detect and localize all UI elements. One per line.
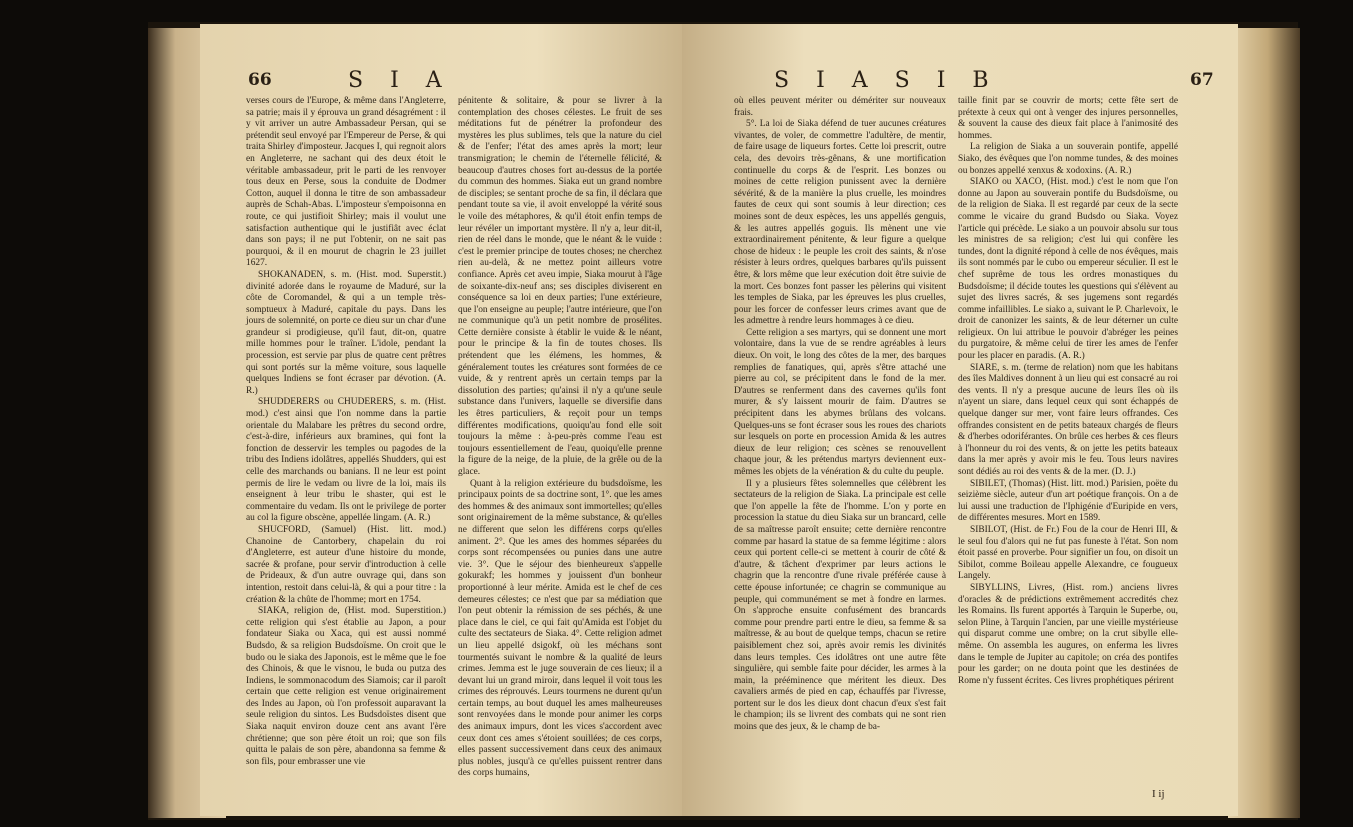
paragraph: SIAKO ou XACO, (Hist. mod.) c'est le nom que l'on donne au Japon au souverain pontife du Budsdoïsme, ou de la religion de Siaka. Il est regardé par ceux de la secte comme le vicaire du grand Budsdo ou Siaka. Voyez l'article qui précède. Le siako a un pouvoir absolu sur tous les ministres de sa religion; c'est lui qui confère les tundes, dont la dignité répond à celle de nos évêques, mais ils sont nommés par le cubo ou empereur séculier. Il est le chef suprême de tous les ordres monastiques du Budsdoïsme; il décide toutes les questions qui s'élèvent au sujet des livres sacrés, & ses jugemens sont regardés comme infaillibles. Le siako a, suivant le P. Charlevoix, le droit de canonizer les saints, & de leur déterner un culte religieux. On lui attribue le pouvoir d'abréger les peines du purgatoire, & même celui de tirer les ames de l'enfer pour les placer en paradis. (A. R.) bbox=[958, 177, 1178, 362]
left-page bbox=[200, 24, 682, 816]
paragraph: SIBYLLINS, Livres, (Hist. rom.) anciens livres d'oracles & de prédictions extrêmement accredités chez les Romains. Ils furent apportés à Tarquin le Superbe, ou, selon Pline, à Tarquin l'ancien, par une vieille mystérieuse qui disparut comme une ombre; on la crut sibylle elle-même. On assembla les augures, on enferma les livres dans le temple de Jupiter au capitole; on créa des pontifes pour les garder; on ne douta point que les destinées de Rome n'y fussent écrites. Ces livres prophétiques périrent bbox=[958, 582, 1178, 686]
right-column-1 bbox=[734, 96, 946, 734]
paragraph: Quant à la religion extérieure du budsdoïsme, les principaux points de sa doctrine sont, 1°. que les ames des hommes & des animaux sont immortelles; qu'elles sont originairement de la même substance, & qu'elles ne different que selon les différens corps qu'elles animent. 2°. Que les ames des hommes séparées du corps sont récompensées ou punies dans une autre vie. 3°. Que le séjour des bienheureux s'appelle gokurakf; les hommes y jouissent d'un bonheur proportionné à leur mérite. Amida est le chef de ces demeures célestes; ce n'est que par sa médiation que l'on peut obtenir la rémission de ses péchés, & une place dans le ciel, ce qui fait qu'Amida est l'objet du culte des sectateurs de Siaka. 4°. Cette religion admet un lieu appellé dsigokf, où les méchans sont tourmentés suivant le nombre & la qualité de leurs crimes. Jemma est le juge souverain de ces lieux; il a devant lui un grand miroir, dans lequel il voit tous les crimes des réprouvés. Leurs tourmens ne durent qu'un certain temps, au bout duquel les ames malheureuses sont renvoyées dans le monde pour animer les corps des animaux impurs, dont les vices s'accordent avec ceux dont ces ames s'étoient souillées; de ces corps, elles passent successivement dans ceux des animaux plus nobles, jusqu'à ce qu'elles puissent rentrer dans des corps humains, bbox=[458, 478, 663, 779]
right-page bbox=[682, 24, 1238, 816]
left-header bbox=[200, 68, 682, 94]
right-page-edges bbox=[1228, 28, 1300, 818]
paragraph: verses cours de l'Europe, & même dans l'Angleterre, sa patrie; mais il y éprouva un grand désagrément : il y vit arriver un autre Ambassadeur Persan, qui se prétendit seul envoyé par l'Empereur de Perse, & qui traita Shirley d'imposteur. Jacques I, qui regnoit alors en Angleterre, ne sachant qui des deux étoit le véritable ambassadeur, prit le parti de les renvoyer tous deux en Perse, sous la conduite de Dodmer Cotton, auquel il donna le titre de son ambassadeur auprès de Schah-Abas. L'imposteur s'empoisonna en route, ce qui justifioit Shirley; mais il voulut une satisfaction authentique qui le justifiât avec éclat dans son pays; il ne put l'obtenir, on ne sait pas pourquoi, & il en mourut de chagrin le 23 juillet 1627. bbox=[246, 96, 446, 269]
paragraph: La religion de Siaka a un souverain pontife, appellé Siako, des évêques que l'on nomme tundes, & des moines ou bonzes appellé xenxus & xodoxins. (A. R.) bbox=[958, 142, 1178, 176]
paragraph: Il y a plusieurs fêtes solemnelles que célèbrent les sectateurs de la religion de Siaka. La principale est celle que l'on appelle la fête de l'homme. L'on y porte en procession la statue du dieu Siaka sur un brancard, celle de sa maîtresse paroît ensuite; cette dernière rencontre comme par hasard la statue de sa femme légitime : alors ceux qui portent celle-ci se mettent à courir de côté & d'autre, & tâchent d'exprimer par leurs actions le chagrin que la rencontre d'une rivale préférée cause à cette épouse infortunée; ce chagrin se communique au peuple, qui communément se met à fondre en larmes. On s'approche ensuite confusément des brancards comme pour prendre parti entre le dieu, sa femme & sa maîtresse, & au bout de quelque temps, chacun se retire paisiblement chez soi, après avoir remis les divinités dans leurs temples. Ces idolâtres ont une autre fête singulière, qui semble faite pour décider, les armes à la main, la prééminence que méritent les dieux. Des cavaliers armés de pied en cap, échauffés par l'ivresse, portent sur le dos les dieux dont chacun d'eux s'est fait le champion; ils se livrent des combats qui ne sont rien moins que des jeux, & le champ de ba- bbox=[734, 478, 946, 733]
paragraph: SIARE, s. m. (terme de relation) nom que les habitans des îles Maldives donnent à un lieu qui est consacré au roi des vents. Il n'y a presque aucune de leurs îles où ils n'ayent un siare, dans lequel ceux qui sont échappés de quelque danger sur mer, vont faire leurs offrandes. Ces offrandes consistent en de petits bateaux chargés de fleurs & d'herbes odoriférantes. On brûle ces herbes & ces fleurs à l'honneur du roi des vents, & on jette les petits bateaux dans la mer après y avoir mis le feu. Tous leurs navires sont dédiés au roi des vents & de la mer. (D. J.) bbox=[958, 362, 1178, 477]
paragraph: SIAKA, religion de, (Hist. mod. Superstition.) cette religion qui s'est établie au Japon, a pour fondateur Siaka ou Xaca, qui est aussi nommé Budsdo, & sa religion Budsdoïsme. On croit que le budo ou le siaka des Japonois, est le même que le foe des Chinois, & que le visnou, le buda ou putza des Indiens, le sommonacodum des Siamois; car il paroît certain que cette religion est venue originairement des Indes au Japon, où l'on professoit auparavant la seule religion du sintos. Les Budsdoïstes disent que Siaka naquit environ douze cent ans avant l'ère chrétienne; que son père étoit un roi; que son fils quitta le palais de son père, abandonna sa femme & son fils, pour embrasser une vie bbox=[246, 606, 446, 767]
paragraph: pénitente & solitaire, & pour se livrer à la contemplation des choses célestes. Le fruit de ses méditations fut de pénétrer la profondeur des mystères les plus sublimes, tels que la nature du ciel & de l'enfer; l'état des ames après la mort; leur transmigration; le chemin de l'éternelle félicité, & beaucoup d'autres choses fort au-dessus de la portée du commun des hommes. Siaka eut un grand nombre de disciples; se sentant proche de sa fin, il déclara que pendant toute sa vie, il avoit enveloppé la vérité sous le voile des métaphores, & qu'il étoit enfin temps de leur révéler un important mystère. Il n'y a, leur dit-il, rien de réel dans le monde, que le néant & le vuide : c'est le premier principe de toutes choses; ne cherchez rien au-delà, & ne mettez point ailleurs votre confiance. Après cet aveu impie, Siaka mourut à l'âge de soixante-dix-neuf ans; ses disciples diviserent en conséquence sa loi en deux parties; l'une extérieure, que l'on enseigne au peuple; l'autre intérieure, que l'on ne communique qu'à un petit nombre de prosélites. Cette dernière consiste à établir le vuide & le néant, pour le principe & la fin de toutes choses. Ils prétendent que les élémens, les hommes, & généralement toutes les créatures sont formées de ce vuide, & y rentrent après un certain temps par la dissolution des parties; qu'ainsi il n'y a qu'une seule substance dans l'univers, laquelle se diversifie dans les êtres particuliers, & reçoit pour un temps différentes modifications, quoiqu'au fond elle soit toujours la même : à-peu-près comme l'eau est toujours essentiellement de l'eau, quoiqu'elle prenne la figure de la neige, de la pluie, de la grêle ou de la glace. bbox=[458, 96, 662, 477]
paragraph: où elles peuvent mériter ou démériter sur nouveaux frais. bbox=[734, 96, 946, 118]
left-column-1 bbox=[246, 96, 446, 768]
signature-mark: I ij bbox=[1152, 788, 1165, 800]
left-running-head: S I A bbox=[348, 68, 452, 93]
right-column-2 bbox=[958, 96, 1178, 687]
paragraph: SIBILET, (Thomas) (Hist. litt. mod.) Parisien, poëte du seizième siècle, auteur d'un art poétique françois. On a de lui aussi une traduction de l'Iphigénie d'Euripide en vers, de différentes mesures. Mort en 1589. bbox=[958, 478, 1178, 524]
paragraph: taille finit par se couvrir de morts; cette fête sert de prétexte à ceux qui ont à venger des injures personnelles, & souvent la cause des dieux fait place à l'animosité des hommes. bbox=[958, 96, 1178, 141]
paragraph: SHUDDERERS ou CHUDERERS, s. m. (Hist. mod.) c'est ainsi que l'on nomme dans la partie orientale du Malabare les prêtres du second ordre, c'est-à-dire, inférieurs aux bramines, qui font la fonction de desservir les temples ou pagodes de la tribu des Indiens idolâtres, appellés Shudders, qui est celle des marchands ou banians. Il ne leur est point permis de lire le vedam ou livre de la loi, mais ils enseignent à leur tribu le shaster, qui est le commentaire du vedam. Ils ont le privilege de porter au col la figure obscène, appellée lingam. (A. R.) bbox=[246, 397, 446, 524]
paragraph: SIBILOT, (Hist. de Fr.) Fou de la cour de Henri III, & le seul fou d'alors qui ne fut pas funeste à l'état. Son nom étoit passé en proverbe. Pour signifier un fou, on disoit un Sibilot, comme Boileau appelle Alexandre, ce fougueux Langely. bbox=[958, 524, 1178, 582]
left-column-2 bbox=[458, 96, 662, 780]
right-header bbox=[682, 68, 1238, 94]
right-running-head: S I A S I B bbox=[774, 68, 999, 93]
paragraph: SHUCFORD, (Samuel) (Hist. litt. mod.) Chanoine de Cantorbery, chapelain du roi d'Angleterre, est auteur d'une histoire du monde, sacrée & profane, pour servir d'introduction à celle de Prideaux, & d'un autre ouvrage qui, dans son intention, restoit dans celui-là, & qui a pour titre : la création & la chûte de l'homme; mort en 1754. bbox=[246, 524, 446, 605]
paragraph: Cette religion a ses martyrs, qui se donnent une mort volontaire, dans la vue de se rendre agréables à leurs dieux. On voit, le long des côtes de la mer, des barques remplies de fanatiques, qui, après s'être attaché une pierre au col, se précipitent dans le fond de la mer. D'autres se renferment dans des cavernes qu'ils font murer, & s'y laissent mourir de faim. D'autres se précipitent dans les abymes brûlans des volcans. Quelques-uns se font écraser sous les roues des chariots sur lesquels on porte en procession Amida & les autres dieux de leur religion; ces scènes se renouvellent chaque jour, & les prétendus martyrs deviennent eux-mêmes les objets de la vénération & du culte du peuple. bbox=[734, 327, 946, 477]
paragraph: 5°. La loi de Siaka défend de tuer aucunes créatures vivantes, de voler, de commettre l'adultère, de mentir, de faire usage de liqueurs fortes. Cette loi prescrit, outre cela, des devoirs très-gênans, & une mortification continuelle du corps & de l'esprit. Les bonzes ou moines de cette religion punissent avec la dernière sévérité, & de la manière la plus cruelle, les moindres fautes de ceux qui sont soumis à leur direction; ces moines sont de deux espèces, les uns appellés genguis, & les autres appellés goguis. Ils mènent une vie extraordinairement pénitente, & leur figure a quelque chose de hideux : le peuple les croit des saints, & n'ose résister à leurs ordres, quelques barbares qu'ils puissent être, & lors même que leur exécution doit être suivie de la mort. Ces bonzes font passer les pèlerins qui visitent les temples de Siaka, par les épreuves les plus cruelles, pour les forcer de confesser leurs crimes avant que de les admettre à rendre leurs hommages à ce dieu. bbox=[734, 119, 946, 327]
paragraph: SHOKANADEN, s. m. (Hist. mod. Superstit.) divinité adorée dans le royaume de Maduré, sur la côte de Coromandel, & qui a un temple très-somptueux à Maduré, capitale du pays. Dans les jours de solemnité, on porte ce dieu sur un char d'une grandeur si prodigieuse, qu'il faut, dit-on, quatre mille hommes pour le traîner. L'idole, pendant la procession, est servie par plus de quatre cent prêtres qui sont portés sur la même voiture, sous laquelle quelques Indiens se font écraser par dévotion. (A. R.) bbox=[246, 269, 446, 396]
left-page-number: 66 bbox=[248, 70, 272, 90]
right-page-number: 67 bbox=[1190, 70, 1214, 90]
